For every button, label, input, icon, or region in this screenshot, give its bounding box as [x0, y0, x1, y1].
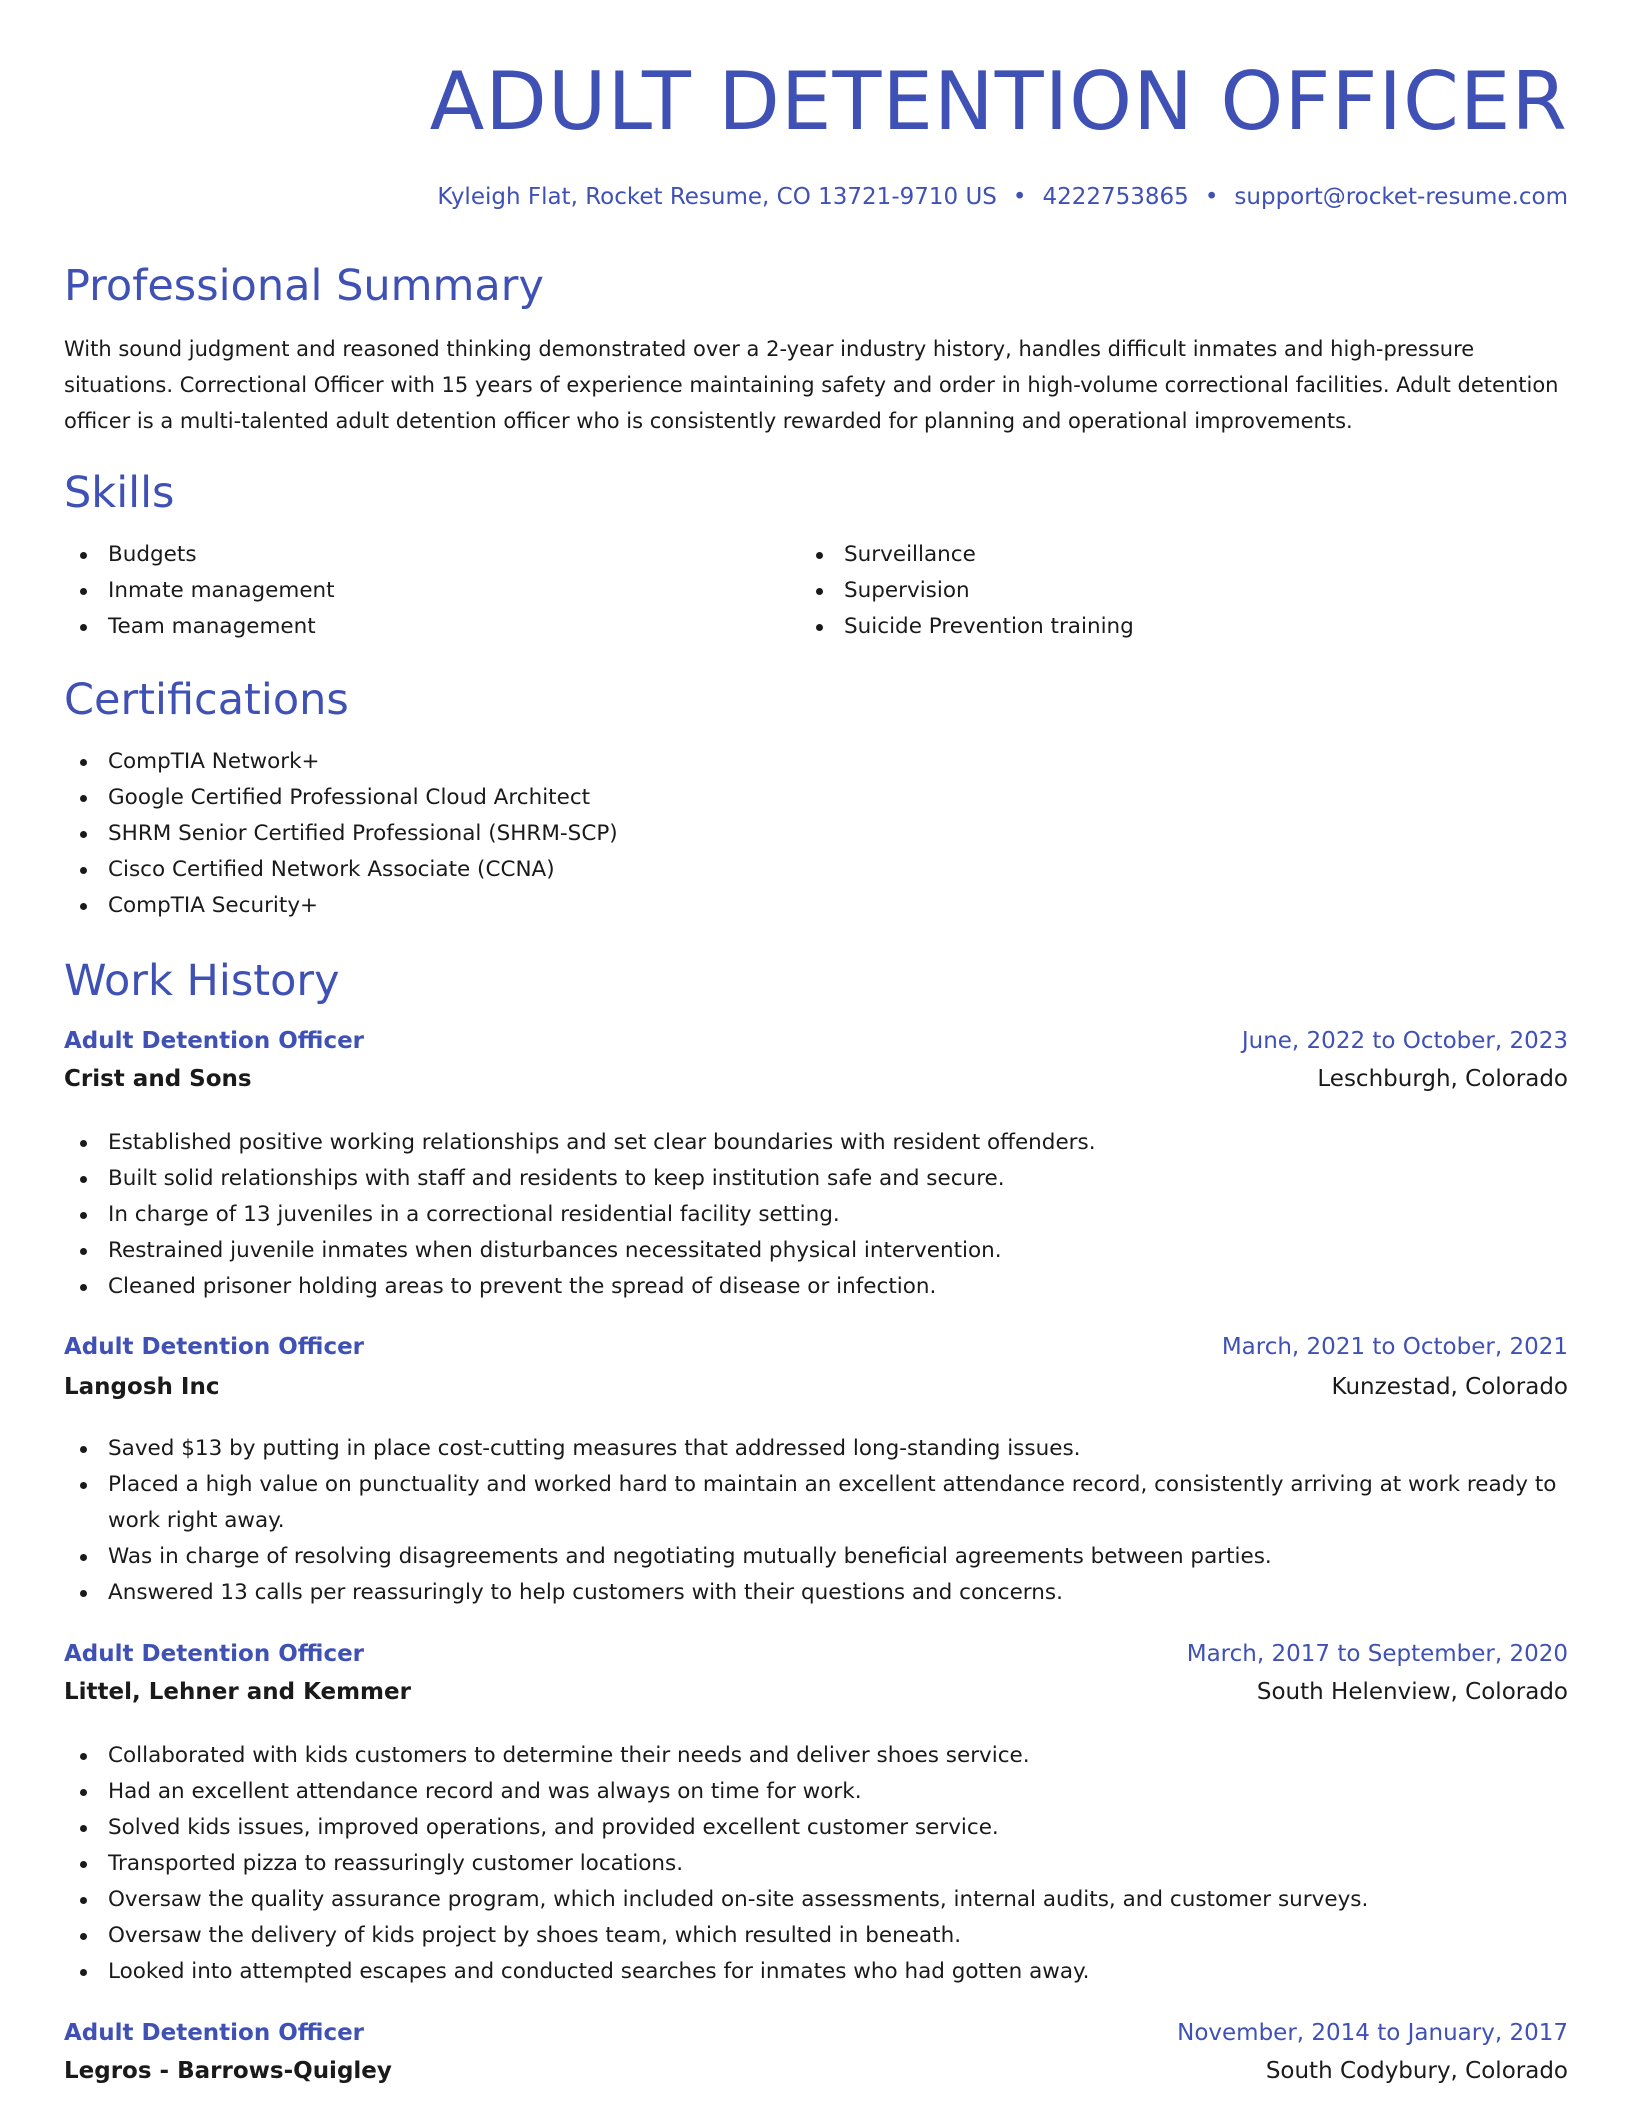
skills-list-right	[800, 537, 1500, 645]
job-bullet: Collaborated with kids customers to determine their needs and deliver shoes service.	[64, 1738, 1568, 1774]
job-bullet: Cleaned prisoner holding areas to prevent the spread of disease or infection.	[64, 1269, 1568, 1305]
job-bullet: Built solid relationships with staff and residents to keep institution safe and secure.	[64, 1161, 1568, 1197]
contact-separator: •	[1204, 184, 1219, 210]
skills-list-left	[64, 537, 764, 645]
job-location: Leschburgh, Colorado	[1317, 1066, 1568, 1092]
job-bullet: Was in charge of resolving disagreements and negotiating mutually beneficial agreements between parties.	[64, 1539, 1568, 1575]
job-title: Adult Detention Officer	[64, 2020, 365, 2046]
certifications-list	[64, 744, 1568, 924]
job-dates: June, 2022 to October, 2023	[1241, 1028, 1568, 1054]
contact-address: Kyleigh Flat, Rocket Resume, CO 13721-9710 US	[437, 184, 997, 210]
job-company: Littel, Lehner and Kemmer	[64, 1679, 411, 1705]
contact-separator: •	[1012, 184, 1027, 210]
job-bullet: Solved kids issues, improved operations, and provided excellent customer service.	[64, 1810, 1568, 1846]
job-bullet: Placed a high value on punctuality and worked hard to maintain an excellent attendance record, consistently arriving at work ready to work right away.	[64, 1467, 1568, 1539]
job-company: Legros - Barrows-Quigley	[64, 2058, 392, 2084]
skill-item: Team management	[64, 609, 764, 645]
skill-item: Inmate management	[64, 573, 764, 609]
skills-heading: Skills	[64, 468, 175, 518]
job-bullet: In charge of 13 juveniles in a correctional residential facility setting.	[64, 1197, 1568, 1233]
contact-line	[437, 180, 1568, 214]
certification-item: SHRM Senior Certified Professional (SHRM-SCP)	[64, 816, 1568, 852]
job-bullet: Established positive working relationships and set clear boundaries with resident offenders.	[64, 1125, 1568, 1161]
resume-title: ADULT DETENTION OFFICER	[429, 55, 1568, 148]
job-bullet: Restrained juvenile inmates when disturbances necessitated physical intervention.	[64, 1233, 1568, 1269]
job-bullet: Oversaw the delivery of kids project by shoes team, which resulted in beneath.	[64, 1918, 1568, 1954]
job-title: Adult Detention Officer	[64, 1334, 365, 1360]
contact-email[interactable]: support@rocket-resume.com	[1234, 184, 1568, 210]
job-location: Kunzestad, Colorado	[1331, 1374, 1568, 1400]
job-location: South Codybury, Colorado	[1265, 2058, 1568, 2084]
work-history-heading: Work History	[64, 956, 340, 1006]
certifications-heading: Certifications	[64, 675, 349, 725]
job-title: Adult Detention Officer	[64, 1028, 365, 1054]
job-bullets	[64, 1431, 1568, 1611]
certification-item: CompTIA Network+	[64, 744, 1568, 780]
job-bullet: Looked into attempted escapes and conducted searches for inmates who had gotten away.	[64, 1954, 1568, 1990]
job-company: Crist and Sons	[64, 1066, 252, 1092]
certification-item: CompTIA Security+	[64, 888, 1568, 924]
skill-item: Budgets	[64, 537, 764, 573]
skill-item: Surveillance	[800, 537, 1500, 573]
job-title: Adult Detention Officer	[64, 1641, 365, 1667]
certification-item: Google Certified Professional Cloud Architect	[64, 780, 1568, 816]
job-bullet: Transported pizza to reassuringly customer locations.	[64, 1846, 1568, 1882]
job-company: Langosh Inc	[64, 1374, 220, 1400]
job-dates: March, 2021 to October, 2021	[1221, 1334, 1568, 1360]
certification-item: Cisco Certified Network Associate (CCNA)	[64, 852, 1568, 888]
job-bullet: Saved $13 by putting in place cost-cutting measures that addressed long-standing issues.	[64, 1431, 1568, 1467]
job-bullets	[64, 1738, 1568, 1990]
job-dates: November, 2014 to January, 2017	[1177, 2020, 1568, 2046]
job-bullet: Answered 13 calls per reassuringly to help customers with their questions and concerns.	[64, 1575, 1568, 1611]
contact-phone: 4222753865	[1042, 184, 1189, 210]
skill-item: Supervision	[800, 573, 1500, 609]
job-bullet: Oversaw the quality assurance program, which included on-site assessments, internal audits, and customer surveys.	[64, 1882, 1568, 1918]
job-bullets	[64, 1125, 1568, 1305]
summary-heading: Professional Summary	[64, 261, 544, 311]
summary-text: With sound judgment and reasoned thinking demonstrated over a 2-year industry history, handles difficult inmates and high-pressure situations. Correctional Officer with 15 years of experience maintaining safety and order in high-volume correctional facilities. Adult detention officer is a multi-talented adult detention officer who is consistently rewarded for planning and operational improvements.	[64, 337, 1559, 433]
job-dates: March, 2017 to September, 2020	[1186, 1641, 1568, 1667]
skill-item: Suicide Prevention training	[800, 609, 1500, 645]
job-location: South Helenview, Colorado	[1256, 1679, 1568, 1705]
job-bullet: Had an excellent attendance record and was always on time for work.	[64, 1774, 1568, 1810]
